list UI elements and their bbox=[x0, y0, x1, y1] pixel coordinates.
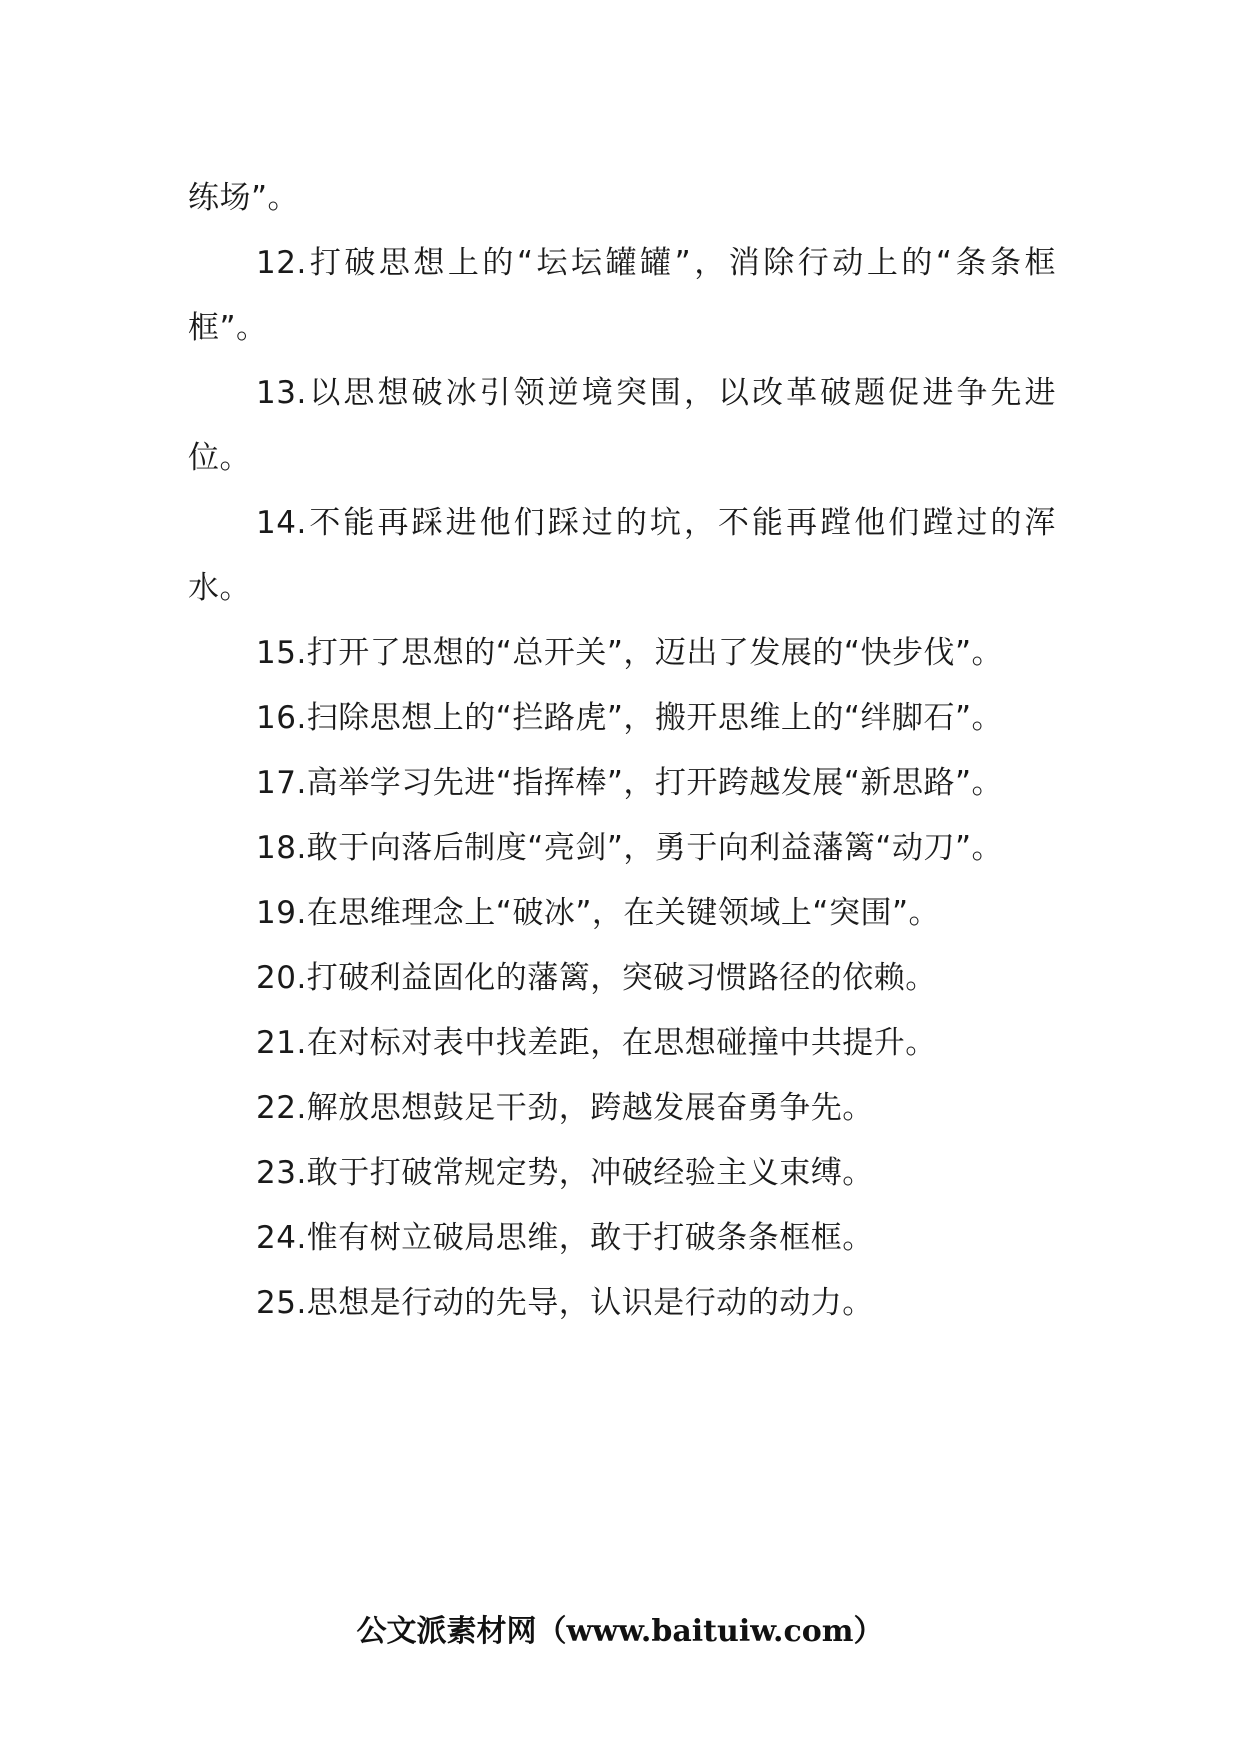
footer-watermark: 公文派素材网（www.baituiw.com） bbox=[356, 1614, 884, 1649]
list-item: 13.以思想破冰引领逆境突围，以改革破题促进争先进位。 bbox=[188, 375, 1056, 476]
list-item: 17.高举学习先进“指挥棒”，打开跨越发展“新思路”。 bbox=[256, 765, 1004, 801]
list-item: 25.思想是行动的先导，认识是行动的动力。 bbox=[256, 1285, 874, 1321]
list-item: 14.不能再踩进他们踩过的坑，不能再蹚他们蹚过的浑水。 bbox=[188, 505, 1056, 606]
list-item: 24.惟有树立破局思维，敢于打破条条框框。 bbox=[256, 1220, 874, 1256]
list-item: 15.打开了思想的“总开关”，迈出了发展的“快步伐”。 bbox=[256, 635, 1004, 671]
list-item: 16.扫除思想上的“拦路虎”，搬开思维上的“绊脚石”。 bbox=[256, 700, 1004, 736]
list-item: 21.在对标对表中找差距，在思想碰撞中共提升。 bbox=[256, 1025, 937, 1061]
list-item: 18.敢于向落后制度“亮剑”，勇于向利益藩篱“动刀”。 bbox=[256, 830, 1004, 866]
list-item: 22.解放思想鼓足干劲，跨越发展奋勇争先。 bbox=[256, 1090, 874, 1126]
continuation-line: 练场”。 bbox=[188, 180, 300, 216]
list-item: 19.在思维理念上“破冰”，在关键领域上“突围”。 bbox=[256, 895, 941, 931]
list-item: 20.打破利益固化的藩篱，突破习惯路径的依赖。 bbox=[256, 960, 937, 996]
document-body bbox=[188, 166, 1056, 1336]
list-item: 23.敢于打破常规定势，冲破经验主义束缚。 bbox=[256, 1155, 874, 1191]
list-item: 12.打破思想上的“坛坛罐罐”，消除行动上的“条条框框”。 bbox=[188, 245, 1056, 346]
